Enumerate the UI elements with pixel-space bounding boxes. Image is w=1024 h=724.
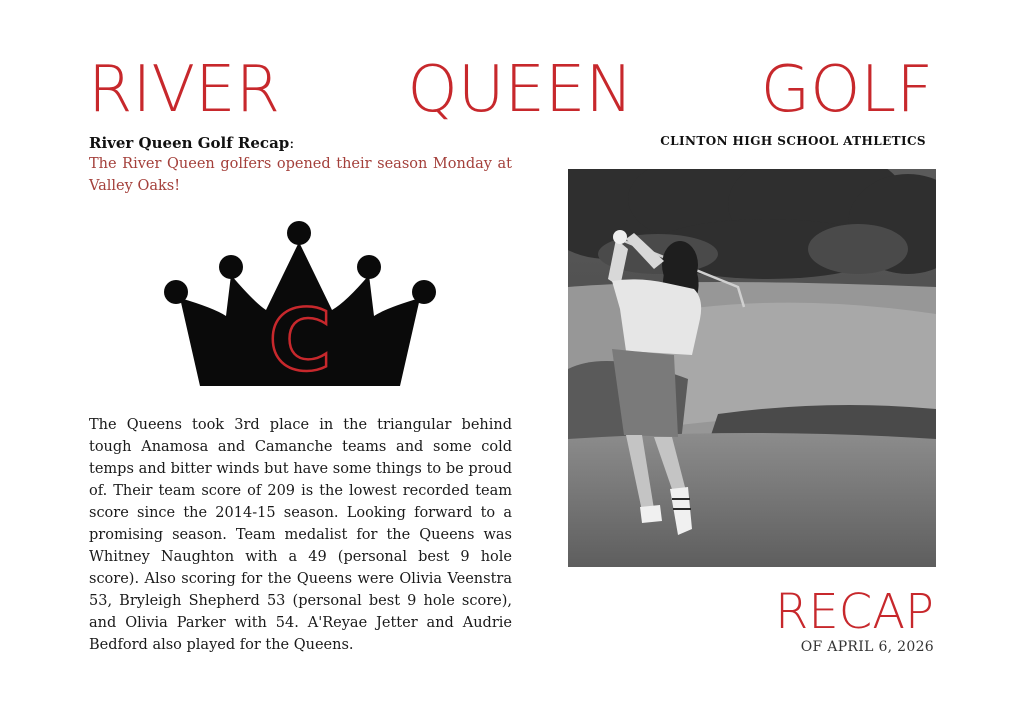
page-title [88, 50, 933, 130]
crown-logo [164, 220, 436, 388]
recap-date: OF APRIL 6, 2026 [800, 639, 934, 655]
logo-letter: C [268, 291, 332, 388]
recap-heading [89, 134, 294, 152]
golfer-photo [568, 169, 936, 567]
recap-body: The Queens took 3rd place in the triangular behind tough Anamosa and Camanche teams and some cold temps and bitter winds but have some things to be proud of. Their team score of 209 is the lowest recorded team score since the 2014-15 season. Looking forward to a promising season. Team medalist for the Queens was Whitney Naughton with a 49 (personal best 9 hole score). Also scoring for the Queens were Olivia Veenstra 53, Bryleigh Shepherd 53 (personal best 9 hole score), and Olivia Parker with 54. A'Reyae Jetter and Audrie Bedford also played for the Queens. [89, 417, 512, 653]
title-word-river: RIVER [88, 53, 281, 127]
title-word-golf: GOLF [760, 53, 933, 127]
recap-heading-text: River Queen Golf Recap [89, 134, 290, 152]
crown-icon [164, 220, 436, 388]
recap-label: RECAP [775, 584, 934, 640]
intro-text: The River Queen golfers opened their season Monday at Valley Oaks! [89, 156, 512, 194]
recap-heading-colon: : [289, 134, 295, 152]
title-word-queen: QUEEN [407, 53, 634, 127]
school-subtitle: CLINTON HIGH SCHOOL ATHLETICS [660, 134, 926, 148]
